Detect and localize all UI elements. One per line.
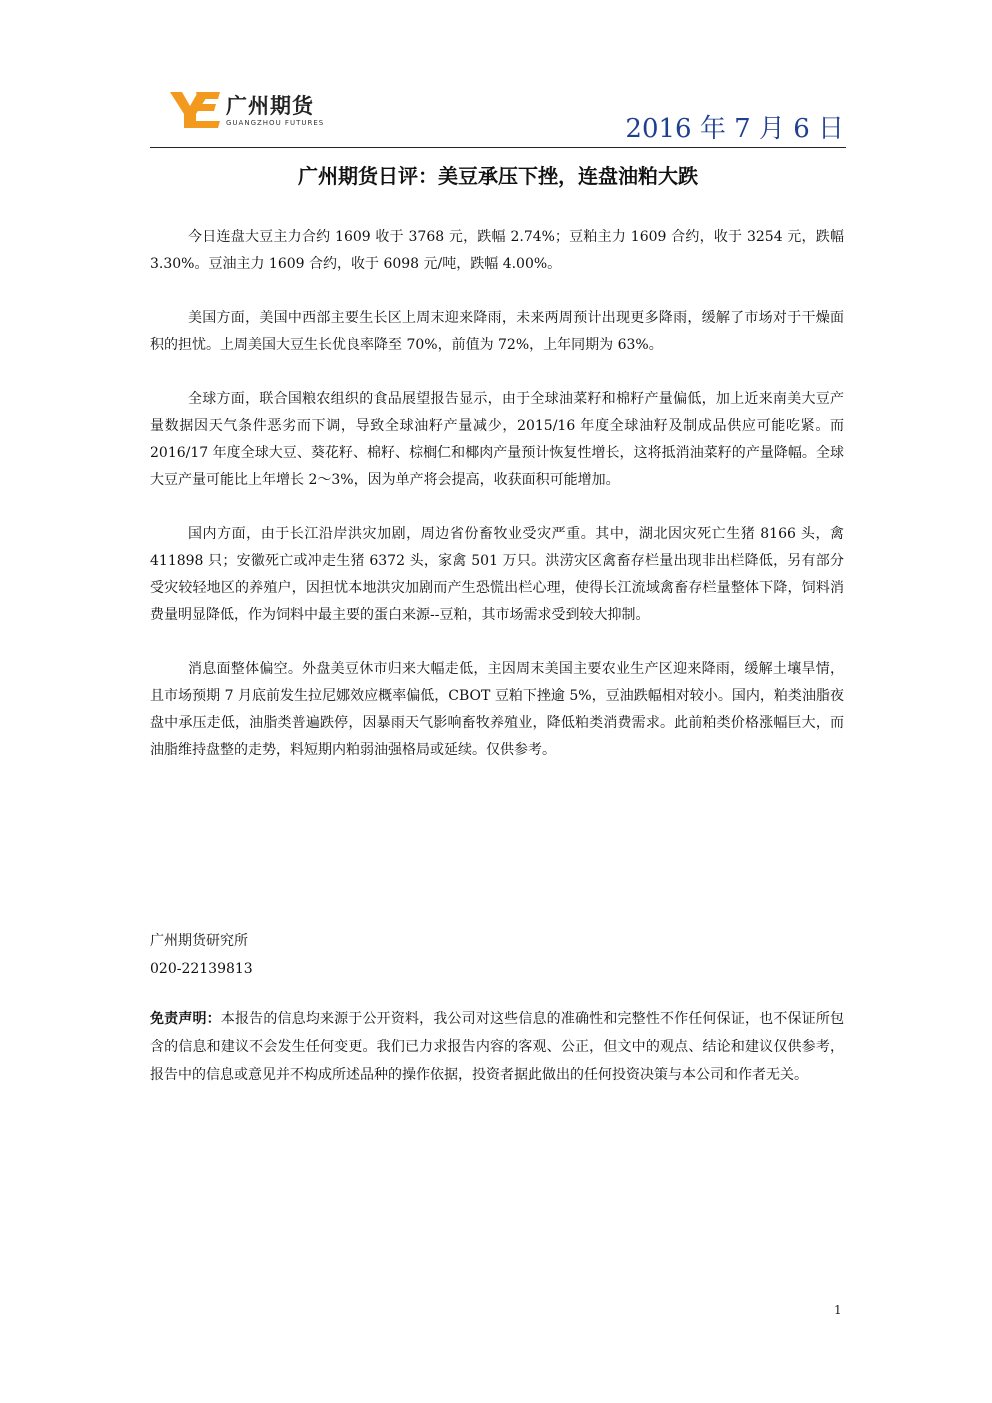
disclaimer (150, 1005, 844, 1089)
signature-phone: 020-22139813 (150, 961, 253, 977)
disclaimer-label: 免责声明： (150, 1011, 221, 1027)
page-header (150, 82, 846, 146)
logo-english-name: GUANGZHOU FUTURES (226, 119, 325, 127)
paragraph-domestic: 国内方面，由于长江沿岸洪灾加剧，周边省份畜牧业受灾严重。其中，湖北因灾死亡生猪 8166 头，禽 411898 只；安徽死亡或冲走生猪 6372 头，家禽 501 万只。洪涝灾区禽畜存栏量出现非出栏降低，另有部分受灾较轻地区的养殖户，因担忧本地洪灾加剧而产生恐慌出栏心理，使得长江流域禽畜存栏量整体下降，饲料消费量明显降低，作为饲料中最主要的蛋白来源--豆粕，其市场需求受到较大抑制。 (150, 526, 844, 623)
header-divider (150, 147, 846, 148)
logo-chinese-name: 广州期货 (226, 94, 314, 118)
company-logo (168, 88, 348, 134)
disclaimer-text: 本报告的信息均来源于公开资料，我公司对这些信息的准确性和完整性不作任何保证，也不保证所包含的信息和建议不会发生任何变更。我们已力求报告内容的客观、公正，但文中的观点、结论和建议仅供参考，报告中的信息或意见并不构成所述品种的操作依据，投资者据此做出的任何投资决策与本公司和作者无关。 (150, 1011, 845, 1083)
paragraph-us-weather: 美国方面，美国中西部主要生长区上周末迎来降雨，未来两周预计出现更多降雨，缓解了市场对于干燥面积的担忧。上周美国大豆生长优良率降至 70%，前值为 72%，上年同期为 63%。 (150, 310, 844, 353)
signature-org: 广州期货研究所 (150, 933, 248, 949)
signature-block (150, 927, 253, 983)
paragraph-market-summary: 今日连盘大豆主力合约 1609 收于 3768 元，跌幅 2.74%；豆粕主力 1609 合约，收于 3254 元，跌幅 3.30%。豆油主力 1609 合约，收于 6098 元/吨，跌幅 4.00%。 (150, 229, 844, 272)
report-title: 广州期货日评：美豆承压下挫，连盘油粕大跌 (298, 164, 698, 188)
logo-mark-icon (168, 88, 222, 132)
report-body (150, 224, 844, 791)
report-date: 2016 年 7 月 6 日 (625, 114, 844, 144)
paragraph-global-outlook: 全球方面，联合国粮农组织的食品展望报告显示，由于全球油菜籽和棉籽产量偏低，加上近来南美大豆产量数据因天气条件恶劣而下调，导致全球油籽产量减少，2015/16 年度全球油籽及制成品供应可能吃紧。而 2016/17 年度全球大豆、葵花籽、棉籽、棕榈仁和椰肉产量预计恢复性增长，这将抵消油菜籽的产量降幅。全球大豆产量可能比上年增长 2～3%，因为单产将会提高，收获面积可能增加。 (150, 391, 844, 488)
page-number: 1 (834, 1303, 842, 1317)
paragraph-news-summary: 消息面整体偏空。外盘美豆休市归来大幅走低，主因周末美国主要农业生产区迎来降雨，缓解土壤旱情，且市场预期 7 月底前发生拉尼娜效应概率偏低，CBOT 豆粕下挫逾 5%，豆油跌幅相对较小。国内，粕类油脂夜盘中承压走低，油脂类普遍跌停，因暴雨天气影响畜牧养殖业，降低粕类消费需求。此前粕类价格涨幅巨大，而油脂维持盘整的走势，料短期内粕弱油强格局或延续。仅供参考。 (150, 661, 844, 758)
